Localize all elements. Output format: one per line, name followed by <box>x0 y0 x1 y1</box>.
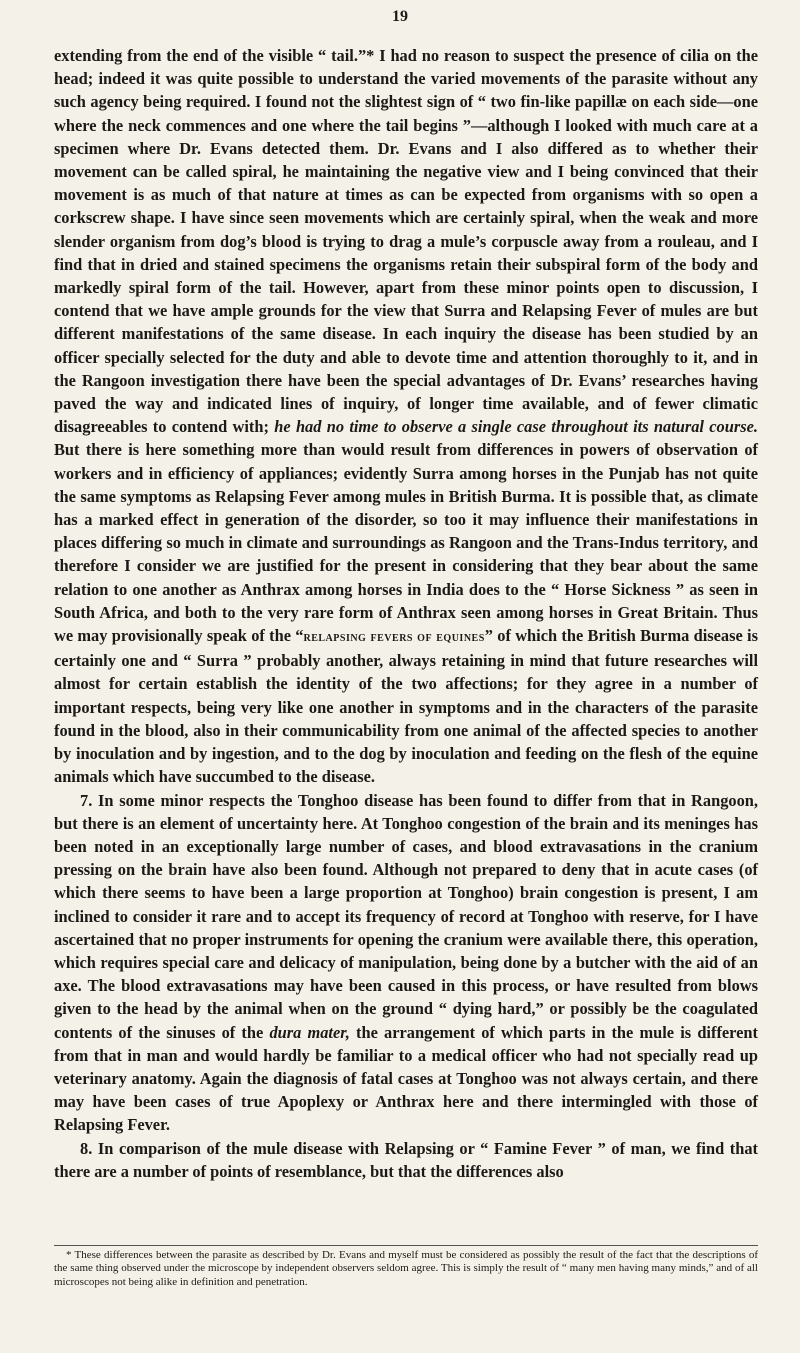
paragraph-famine-fever <box>54 1137 758 1183</box>
italic-emphasis: he had no time to observe a single case throughout its natural course. <box>274 417 758 437</box>
page-number: 19 <box>392 8 408 25</box>
paragraph-text: extending from the end of the visible “ tail.”* I had no reason to suspect the presence of cilia on the head; indeed it was quite possible to understand the varied movements of the parasite without any such agency being required. I found not the slightest sign of “ two fin-like papillæ on each side—one where the neck commences and one where the tail begins ”—although I looked with much care at a specimen where Dr. Evans detected them. Dr. Evans and I also differed as to whether their movement can be called spiral, he maintaining the negative view and I being convinced that their movement is as much of that nature at times as can be expected from organisms with so open a corkscrew shape. I have since seen movements which are certainly spiral, when the weak and more slender organism from dog’s blood is trying to drag a mule’s corpuscle away from a rouleau, and I find that in dried and stained specimens the organisms retain their subspiral form of the body and markedly spiral form of the tail. However, apart from these minor points open to discussion, I contend that we have ample grounds for the view that Surra and Relapsing Fever of mules are but different manifestations of the same disease. In each inquiry the disease has been studied by an officer specially selected for the duty and able to devote time and attention thoroughly to it, and in the Rangoon investigation there have been the special advantages of Dr. Evans’ researches having paved the way and indicated lines of inquiry, of longer time available, and of fewer climatic disagreeables to contend with; <box>54 46 758 437</box>
small-caps-term: relapsing fevers of equines <box>303 630 485 646</box>
paragraph-surra-comparison <box>54 44 758 789</box>
paragraph-text: ” of which the British Burma disease is certainly one and “ Surra ” probably another, always retaining in mind that future researches will almost for certain establish the identity of the two affections; for they agree in a number of important respects, being very like one another in symptoms and in the characters of the parasite found in the blood, also in their communicability from one animal of the affected species to another by inoculation and by ingestion, and to the dog by inoculation and feeding on the flesh of the equine animals which have succumbed to the disease. <box>54 626 758 787</box>
footnote-divider <box>54 1245 758 1246</box>
paragraph-text: 8. In comparison of the mule disease with Relapsing or “ Famine Fever ” of man, we find that there are a number of points of resemblance, but that the differences also <box>54 1138 758 1181</box>
body-text <box>54 44 758 1183</box>
paragraph-text: But there is here something more than would result from differences in powers of observation of workers and in efficiency of appliances; evidently Surra among horses in the Punjab has not quite the same symptoms as Relapsing Fever among mules in British Burma. It is possible that, as climate has a marked effect in generation of the disorder, so too it may influence their manifestations in places differing so much in climate and surroundings as Rangoon and the Trans-Indus territory, and therefore I consider we are justified for the present in considering that they bear about the same relation to one another as Anthrax among horses in India does to the “ Horse Sickness ” as seen in South Africa, and both to the very rare form of Anthrax seen among horses in Great Britain. Thus we may provisionally speak of the “ <box>54 440 758 646</box>
italic-term-dura-mater: dura mater, <box>269 1022 350 1042</box>
paragraph-tonghoo-disease <box>54 789 758 1137</box>
footnote: * These differences between the parasite as described by Dr. Evans and myself must be considered as possibly the result of the fact that the descriptions of the same thing observed under the microscope by independent observers seldom agree. This is simply the result of “ many men having many minds,” and of all microscopes not being alike in definition and penetration. <box>54 1249 758 1288</box>
paragraph-text: 7. In some minor respects the Tonghoo disease has been found to differ from that in Rangoon, but there is an element of uncertainty here. At Tonghoo congestion of the brain and its meninges has been noted in an exceptionally large number of cases, and blood extravasations in the cranium pressing on the brain have also been found. Although not prepared to deny that in acute cases (of which there seems to have been a large proportion at Tonghoo) brain congestion is present, I am inclined to consider it rare and to accept its frequency of record at Tonghoo with reserve, for I have ascertained that no proper instruments for opening the cranium were available there, this operation, which requires special care and delicacy of manipulation, being done by a butcher with the aid of an axe. The blood extravasations may have been caused in this process, or have resulted from blows given to the head by the animal when on the ground “ dying hard,” or possibly be the coagulated contents of the sinuses of the <box>54 790 758 1042</box>
paragraph-text: the arrangement of which parts in the mule is different from that in man and would hardly be familiar to a medical officer who had not specially read up veterinary anatomy. Again the diagnosis of fatal cases at Tonghoo was not always certain, and there may have been cases of true Apoplexy or Anthrax here and there intermingled with those of Relapsing Fever. <box>54 1022 759 1135</box>
